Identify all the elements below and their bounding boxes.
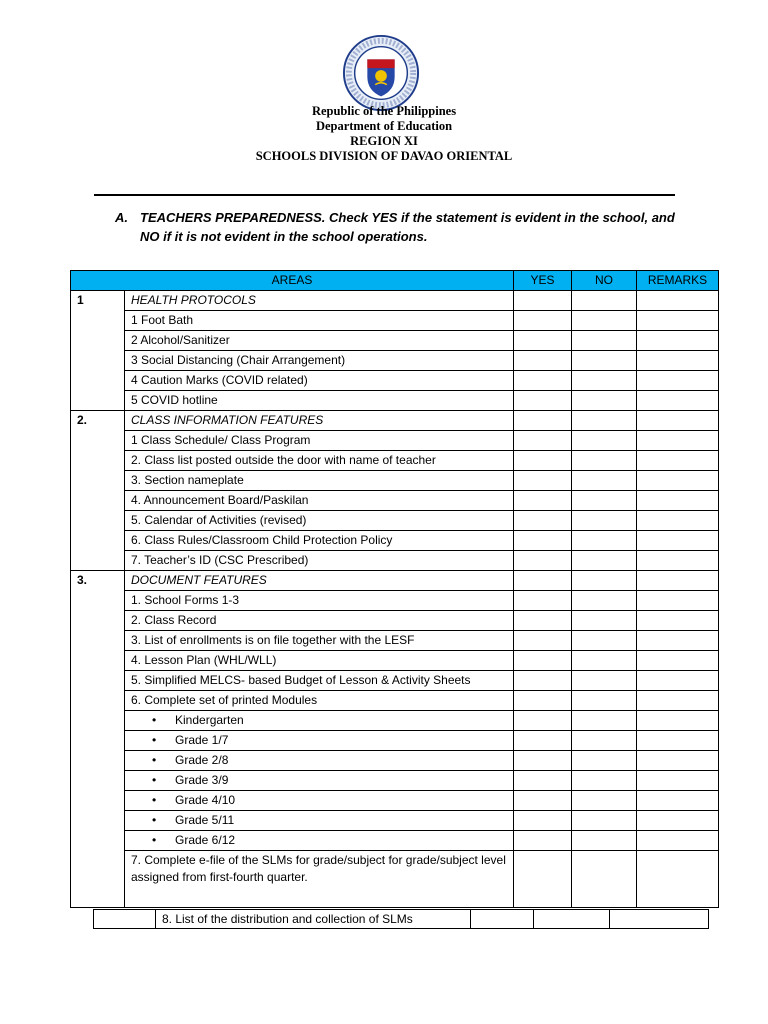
remarks-cell[interactable] <box>637 811 719 831</box>
remarks-cell[interactable] <box>637 631 719 651</box>
table-row <box>71 471 719 491</box>
section-title: DOCUMENT FEATURES <box>125 571 514 591</box>
table-row <box>71 811 719 831</box>
table-row <box>71 791 719 811</box>
yes-cell[interactable] <box>514 791 572 811</box>
yes-cell[interactable] <box>514 611 572 631</box>
yes-cell[interactable] <box>471 910 534 929</box>
no-cell[interactable] <box>572 671 637 691</box>
yes-cell[interactable] <box>514 651 572 671</box>
item-label: 6. Class Rules/Classroom Child Protection Policy <box>125 531 514 551</box>
yes-cell[interactable] <box>514 571 572 591</box>
bullet-label: Grade 4/10 <box>175 793 236 807</box>
bullet-icon: • <box>152 713 157 727</box>
yes-cell[interactable] <box>514 371 572 391</box>
no-cell[interactable] <box>572 371 637 391</box>
header-department: Department of Education <box>315 119 453 133</box>
deped-seal-logo <box>342 34 420 112</box>
checklist-table <box>70 270 719 908</box>
column-header-no: NO <box>572 271 637 291</box>
no-cell[interactable] <box>572 431 637 451</box>
header-divider <box>94 194 675 196</box>
no-cell[interactable] <box>572 771 637 791</box>
remarks-cell[interactable] <box>637 291 719 311</box>
remarks-cell[interactable] <box>637 431 719 451</box>
table-row <box>71 711 719 731</box>
item-label: 8. List of the distribution and collection of SLMs <box>156 910 471 929</box>
module-bullet-item <box>125 771 514 791</box>
yes-cell[interactable] <box>514 671 572 691</box>
remarks-cell[interactable] <box>637 591 719 611</box>
remarks-cell[interactable] <box>637 331 719 351</box>
table-row <box>71 411 719 431</box>
remarks-cell[interactable] <box>637 851 719 908</box>
column-header-yes: YES <box>514 271 572 291</box>
table-row <box>71 591 719 611</box>
item-label: 1. School Forms 1-3 <box>125 591 514 611</box>
remarks-cell[interactable] <box>637 351 719 371</box>
yes-cell[interactable] <box>514 391 572 411</box>
table-row <box>71 351 719 371</box>
yes-cell[interactable] <box>514 731 572 751</box>
table-row <box>71 291 719 311</box>
remarks-cell[interactable] <box>637 531 719 551</box>
table-row <box>71 651 719 671</box>
remarks-cell[interactable] <box>637 451 719 471</box>
item-label: 2. Class list posted outside the door with name of teacher <box>125 451 514 471</box>
extra-row-table <box>93 909 709 929</box>
remarks-cell[interactable] <box>637 371 719 391</box>
yes-cell[interactable] <box>514 511 572 531</box>
table-row <box>71 331 719 351</box>
table-row <box>94 910 709 929</box>
remarks-cell[interactable] <box>637 471 719 491</box>
table-row <box>71 571 719 591</box>
module-bullet-item <box>125 811 514 831</box>
header-division: SCHOOLS DIVISION OF DAVAO ORIENTAL <box>255 149 513 163</box>
item-label: 5. Calendar of Activities (revised) <box>125 511 514 531</box>
no-cell[interactable] <box>572 551 637 571</box>
item-label: 2 Alcohol/Sanitizer <box>125 331 514 351</box>
table-row <box>71 851 719 908</box>
item-label: 5 COVID hotline <box>125 391 514 411</box>
no-cell[interactable] <box>572 331 637 351</box>
header-republic: Republic of the Philippines <box>311 104 457 118</box>
item-label: 4 Caution Marks (COVID related) <box>125 371 514 391</box>
table-row <box>71 751 719 771</box>
yes-cell[interactable] <box>514 811 572 831</box>
bullet-icon: • <box>152 793 157 807</box>
yes-cell[interactable] <box>514 471 572 491</box>
remarks-cell[interactable] <box>637 831 719 851</box>
yes-cell[interactable] <box>514 431 572 451</box>
no-cell[interactable] <box>572 751 637 771</box>
table-row <box>71 511 719 531</box>
no-cell[interactable] <box>572 511 637 531</box>
table-row <box>71 531 719 551</box>
module-bullet-item <box>125 791 514 811</box>
no-cell[interactable] <box>572 391 637 411</box>
module-bullet-item <box>125 731 514 751</box>
extra-number-cell <box>94 910 156 929</box>
remarks-cell[interactable] <box>610 910 709 929</box>
no-cell[interactable] <box>572 471 637 491</box>
item-label: 4. Announcement Board/Paskilan <box>125 491 514 511</box>
bullet-icon: • <box>152 733 157 747</box>
table-row <box>71 311 719 331</box>
remarks-cell[interactable] <box>637 691 719 711</box>
item-label: 7. Teacher’s ID (CSC Prescribed) <box>125 551 514 571</box>
yes-cell[interactable] <box>514 771 572 791</box>
yes-cell[interactable] <box>514 851 572 908</box>
bullet-icon: • <box>152 813 157 827</box>
remarks-cell[interactable] <box>637 551 719 571</box>
section-title: HEALTH PROTOCOLS <box>125 291 514 311</box>
table-row <box>71 731 719 751</box>
no-cell[interactable] <box>572 591 637 611</box>
instruction <box>115 208 675 246</box>
item-label: 1 Class Schedule/ Class Program <box>125 431 514 451</box>
no-cell[interactable] <box>572 631 637 651</box>
item-label: 4. Lesson Plan (WHL/WLL) <box>125 651 514 671</box>
instruction-text: TEACHERS PREPAREDNESS. Check YES if the statement is evident in the school, and NO if it is not evident in the school operations. <box>140 210 675 244</box>
no-cell[interactable] <box>572 291 637 311</box>
item-label: 3 Social Distancing (Chair Arrangement) <box>125 351 514 371</box>
yes-cell[interactable] <box>514 751 572 771</box>
no-cell[interactable] <box>572 491 637 511</box>
table-row <box>71 691 719 711</box>
table-row <box>71 551 719 571</box>
remarks-cell[interactable] <box>637 791 719 811</box>
item-label: 3. List of enrollments is on file together with the LESF <box>125 631 514 651</box>
no-cell[interactable] <box>572 851 637 908</box>
column-header-remarks: REMARKS <box>637 271 719 291</box>
bullet-icon: • <box>152 753 157 767</box>
table-header-row <box>71 271 719 291</box>
no-cell[interactable] <box>572 791 637 811</box>
table-row <box>71 491 719 511</box>
bullet-label: Kindergarten <box>175 713 244 727</box>
no-cell[interactable] <box>572 651 637 671</box>
yes-cell[interactable] <box>514 551 572 571</box>
table-row <box>71 771 719 791</box>
yes-cell[interactable] <box>514 711 572 731</box>
section-number: 2. <box>71 411 125 571</box>
table-row <box>71 431 719 451</box>
item-label: 1 Foot Bath <box>125 311 514 331</box>
remarks-cell[interactable] <box>637 491 719 511</box>
module-bullet-item <box>125 751 514 771</box>
yes-cell[interactable] <box>514 691 572 711</box>
no-cell[interactable] <box>572 611 637 631</box>
remarks-cell[interactable] <box>637 771 719 791</box>
remarks-cell[interactable] <box>637 611 719 631</box>
yes-cell[interactable] <box>514 491 572 511</box>
column-header-areas: AREAS <box>71 271 514 291</box>
no-cell[interactable] <box>572 831 637 851</box>
table-row <box>71 391 719 411</box>
yes-cell[interactable] <box>514 411 572 431</box>
yes-cell[interactable] <box>514 311 572 331</box>
bullet-label: Grade 3/9 <box>175 773 229 787</box>
bullet-icon: • <box>152 833 157 847</box>
no-cell[interactable] <box>572 571 637 591</box>
bullet-label: Grade 5/11 <box>175 813 235 827</box>
no-cell[interactable] <box>572 531 637 551</box>
instruction-label: A. <box>115 210 128 225</box>
remarks-cell[interactable] <box>637 651 719 671</box>
no-cell[interactable] <box>572 311 637 331</box>
remarks-cell[interactable] <box>637 711 719 731</box>
bullet-icon: • <box>152 773 157 787</box>
item-label: 5. Simplified MELCS- based Budget of Lesson & Activity Sheets <box>125 671 514 691</box>
table-row <box>71 611 719 631</box>
table-row <box>71 831 719 851</box>
yes-cell[interactable] <box>514 531 572 551</box>
no-cell[interactable] <box>572 711 637 731</box>
no-cell[interactable] <box>572 411 637 431</box>
no-cell[interactable] <box>572 691 637 711</box>
item-label: 6. Complete set of printed Modules <box>125 691 514 711</box>
remarks-cell[interactable] <box>637 671 719 691</box>
remarks-cell[interactable] <box>637 751 719 771</box>
section-number: 1 <box>71 291 125 411</box>
section-title: CLASS INFORMATION FEATURES <box>125 411 514 431</box>
bullet-label: Grade 2/8 <box>175 753 229 767</box>
yes-cell[interactable] <box>514 451 572 471</box>
section-number: 3. <box>71 571 125 908</box>
item-label: 2. Class Record <box>125 611 514 631</box>
yes-cell[interactable] <box>514 831 572 851</box>
item-label: 7. Complete e-file of the SLMs for grade/subject for grade/subject level assigned from first-fourth quarter. <box>125 851 514 908</box>
remarks-cell[interactable] <box>637 411 719 431</box>
remarks-cell[interactable] <box>637 511 719 531</box>
yes-cell[interactable] <box>514 591 572 611</box>
letterhead <box>0 104 768 164</box>
table-row <box>71 631 719 651</box>
no-cell[interactable] <box>572 811 637 831</box>
no-cell[interactable] <box>572 451 637 471</box>
yes-cell[interactable] <box>514 291 572 311</box>
remarks-cell[interactable] <box>637 311 719 331</box>
table-row <box>71 371 719 391</box>
remarks-cell[interactable] <box>637 731 719 751</box>
remarks-cell[interactable] <box>637 391 719 411</box>
item-label: 3. Section nameplate <box>125 471 514 491</box>
bullet-label: Grade 6/12 <box>175 833 236 847</box>
no-cell[interactable] <box>572 351 637 371</box>
module-bullet-item <box>125 831 514 851</box>
no-cell[interactable] <box>534 910 610 929</box>
yes-cell[interactable] <box>514 331 572 351</box>
bullet-label: Grade 1/7 <box>175 733 229 747</box>
yes-cell[interactable] <box>514 631 572 651</box>
module-bullet-item <box>125 711 514 731</box>
remarks-cell[interactable] <box>637 571 719 591</box>
no-cell[interactable] <box>572 731 637 751</box>
yes-cell[interactable] <box>514 351 572 371</box>
table-row <box>71 451 719 471</box>
table-row <box>71 671 719 691</box>
header-region: REGION XI <box>350 134 418 148</box>
